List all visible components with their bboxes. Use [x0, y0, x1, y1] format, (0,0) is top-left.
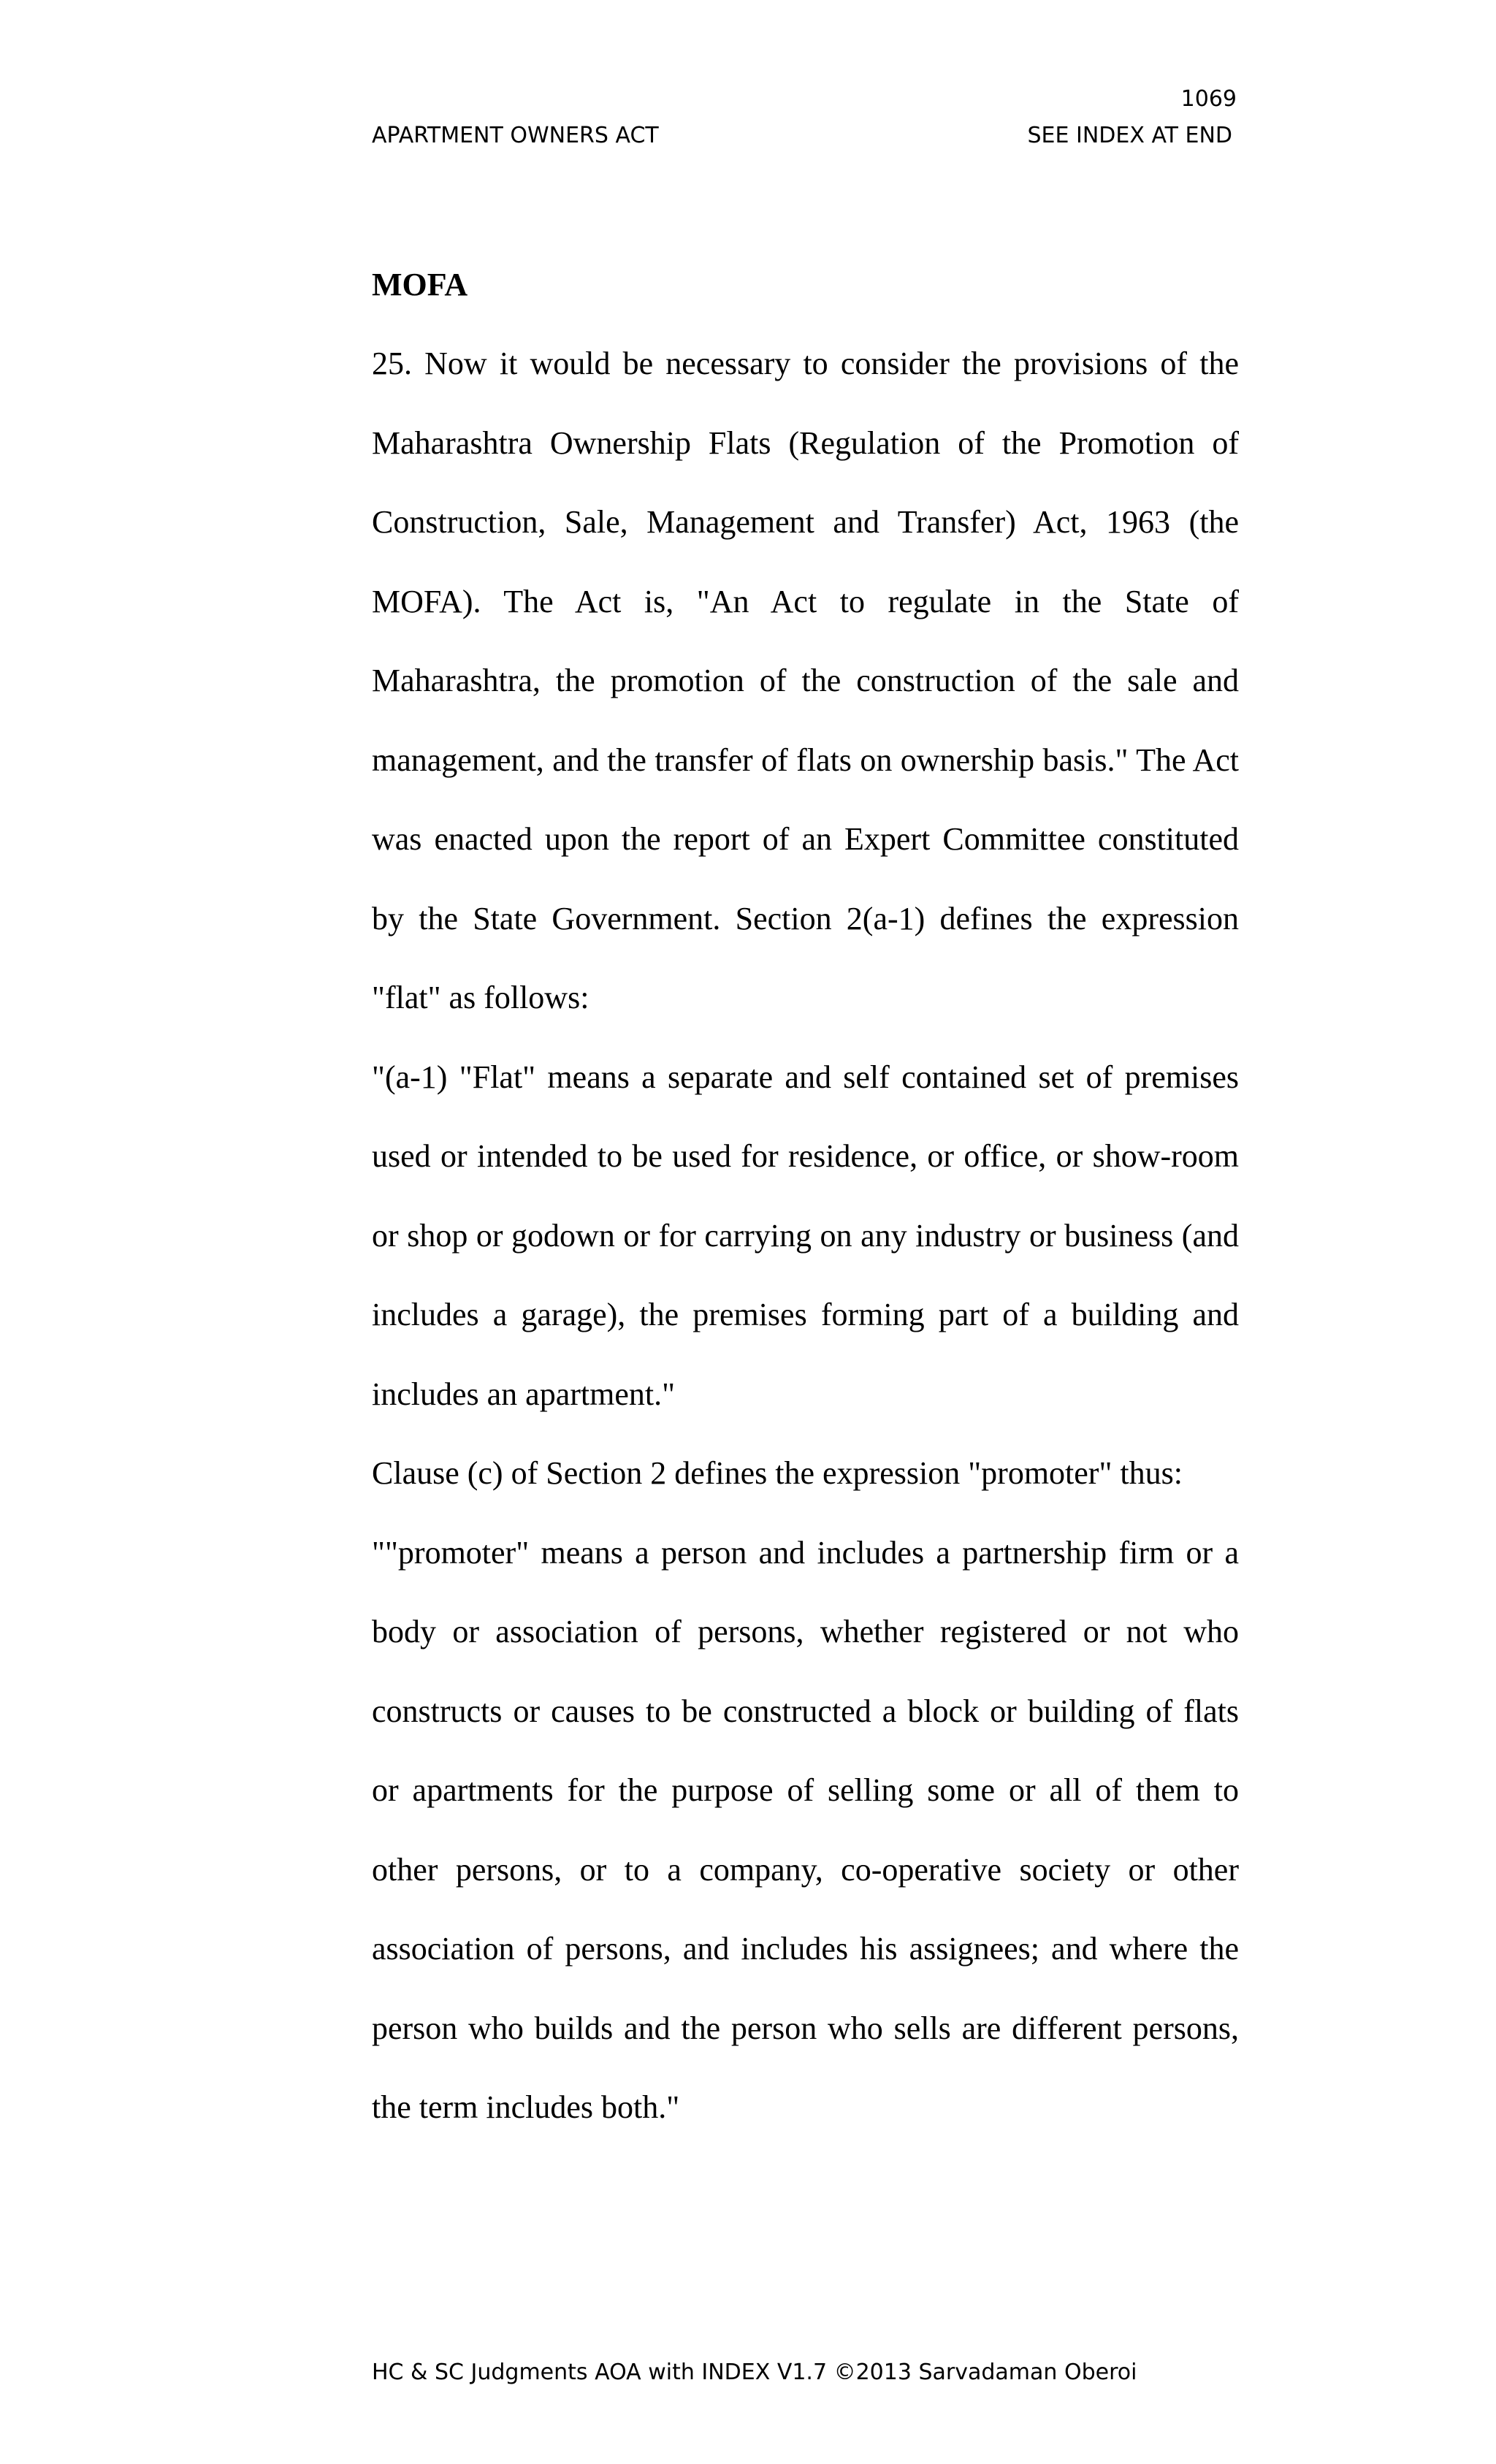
- paragraph-promoter-definition: ""promoter" means a person and includes a partnership firm or a body or association of persons, whether registered or not who constructs or causes to be constructed a block or building of flats or apartments for the purpose of selling some or all of them to other persons, or to a company, co-operative society or other association of persons, and includes his assignees; and where the person who builds and the person who sells are different persons, the term includes both.": [372, 1534, 1239, 2125]
- running-header: [372, 121, 1239, 150]
- paragraph-clause-c: Clause (c) of Section 2 defines the expression "promoter" thus:: [372, 1455, 1183, 1491]
- running-header-title: APARTMENT OWNERS ACT: [372, 123, 659, 148]
- running-header-index-note: SEE INDEX AT END: [1027, 123, 1232, 148]
- document-body: [372, 245, 1239, 2148]
- page-number: 1069: [1180, 86, 1237, 112]
- section-heading: MOFA: [372, 267, 468, 302]
- paragraph-flat-definition: "(a-1) "Flat" means a separate and self contained set of premises used or intended to be used for residence, or office, or show-room or shop or godown or for carrying on any industry or business (and includes a garage), the premises forming part of a building and includes an apartment.": [372, 1059, 1239, 1412]
- page-footer: HC & SC Judgments AOA with INDEX V1.7 ©2013 Sarvadaman Oberoi: [372, 2360, 1137, 2385]
- paragraph-mofa-intro: 25. Now it would be necessary to consider the provisions of the Maharashtra Ownership Flats (Regulation of the Promotion of Construction, Sale, Management and Transfer) Act, 1963 (the MOFA). The Act is, "An Act to regulate in the State of Maharashtra, the promotion of the construction of the sale and management, and the transfer of flats on ownership basis." The Act was enacted upon the report of an Expert Committee constituted by the State Government. Section 2(a-1) defines the expression "flat" as follows:: [372, 346, 1239, 1015]
